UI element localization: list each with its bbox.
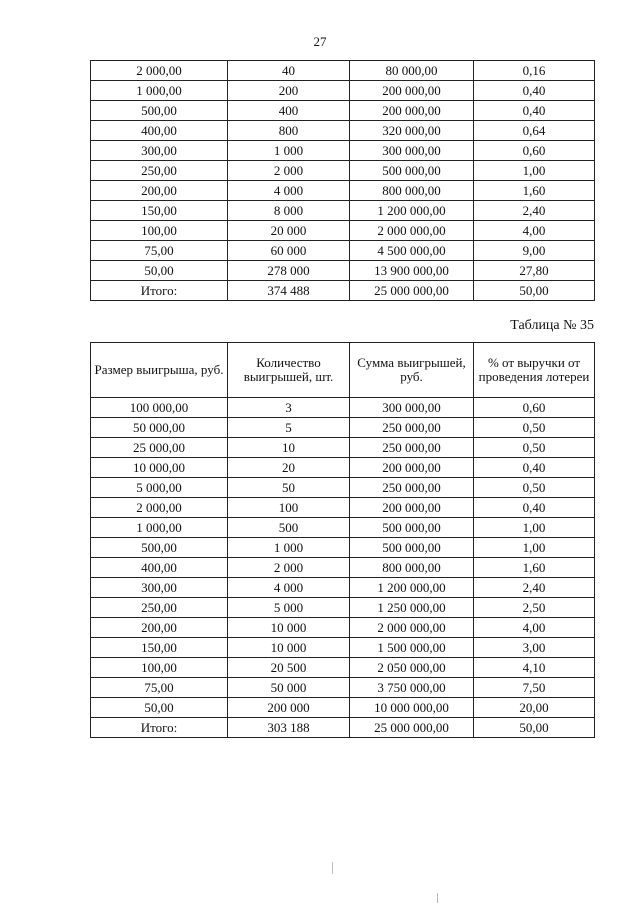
cell-prize-size: 400,00 — [91, 121, 228, 141]
cell-revenue-percent: 20,00 — [474, 698, 595, 718]
scan-mark — [332, 862, 333, 874]
cell-prize-size: Итого: — [91, 281, 228, 301]
cell-prize-count: 60 000 — [228, 241, 350, 261]
cell-prize-count: 2 000 — [228, 558, 350, 578]
cell-prize-size: 50 000,00 — [91, 418, 228, 438]
cell-prize-size: 75,00 — [91, 678, 228, 698]
cell-prize-sum: 25 000 000,00 — [350, 281, 474, 301]
cell-revenue-percent: 1,60 — [474, 558, 595, 578]
cell-revenue-percent: 0,50 — [474, 438, 595, 458]
header-prize-count: Количество выигрышей, шт. — [228, 343, 350, 398]
cell-prize-count: 20 500 — [228, 658, 350, 678]
cell-prize-count: 20 000 — [228, 221, 350, 241]
cell-prize-sum: 320 000,00 — [350, 121, 474, 141]
cell-prize-sum: 500 000,00 — [350, 161, 474, 181]
cell-prize-sum: 3 750 000,00 — [350, 678, 474, 698]
cell-prize-sum: 10 000 000,00 — [350, 698, 474, 718]
table-row — [91, 498, 595, 518]
cell-prize-sum: 200 000,00 — [350, 81, 474, 101]
table-row — [91, 221, 595, 241]
table-row — [91, 418, 595, 438]
cell-prize-size: 100,00 — [91, 221, 228, 241]
total-row — [91, 718, 595, 738]
cell-revenue-percent: 9,00 — [474, 241, 595, 261]
cell-prize-sum: 250 000,00 — [350, 418, 474, 438]
table-body — [91, 61, 595, 301]
table-row — [91, 241, 595, 261]
cell-prize-size: 300,00 — [91, 141, 228, 161]
cell-prize-count: 374 488 — [228, 281, 350, 301]
cell-revenue-percent: 0,16 — [474, 61, 595, 81]
page-number: 27 — [313, 34, 327, 49]
table-row — [91, 538, 595, 558]
cell-revenue-percent: 2,50 — [474, 598, 595, 618]
cell-revenue-percent: 0,64 — [474, 121, 595, 141]
cell-prize-count: 4 000 — [228, 181, 350, 201]
cell-prize-count: 100 — [228, 498, 350, 518]
cell-prize-sum: 4 500 000,00 — [350, 241, 474, 261]
table-body — [91, 398, 595, 738]
cell-prize-count: 1 000 — [228, 141, 350, 161]
cell-prize-size: 10 000,00 — [91, 458, 228, 478]
cell-prize-count: 40 — [228, 61, 350, 81]
table-row — [91, 121, 595, 141]
cell-prize-sum: 1 250 000,00 — [350, 598, 474, 618]
cell-revenue-percent: 0,40 — [474, 458, 595, 478]
table-caption: Таблица № 35 — [510, 318, 594, 333]
table-row — [91, 261, 595, 281]
cell-prize-count: 50 — [228, 478, 350, 498]
cell-prize-size: 300,00 — [91, 578, 228, 598]
cell-revenue-percent: 4,00 — [474, 618, 595, 638]
cell-revenue-percent: 1,00 — [474, 538, 595, 558]
scan-mark — [437, 893, 438, 903]
cell-prize-size: Итого: — [91, 718, 228, 738]
cell-prize-count: 8 000 — [228, 201, 350, 221]
cell-prize-count: 3 — [228, 398, 350, 418]
table-row — [91, 578, 595, 598]
cell-prize-size: 1 000,00 — [91, 518, 228, 538]
cell-prize-size: 2 000,00 — [91, 498, 228, 518]
cell-prize-count: 800 — [228, 121, 350, 141]
cell-prize-sum: 800 000,00 — [350, 558, 474, 578]
cell-revenue-percent: 4,10 — [474, 658, 595, 678]
cell-prize-count: 20 — [228, 458, 350, 478]
cell-prize-sum: 800 000,00 — [350, 181, 474, 201]
cell-prize-sum: 500 000,00 — [350, 538, 474, 558]
cell-revenue-percent: 3,00 — [474, 638, 595, 658]
cell-prize-count: 1 000 — [228, 538, 350, 558]
cell-revenue-percent: 0,60 — [474, 398, 595, 418]
cell-prize-sum: 25 000 000,00 — [350, 718, 474, 738]
cell-prize-count: 10 000 — [228, 638, 350, 658]
cell-prize-size: 2 000,00 — [91, 61, 228, 81]
cell-prize-sum: 250 000,00 — [350, 478, 474, 498]
table-row — [91, 141, 595, 161]
table-row — [91, 598, 595, 618]
cell-revenue-percent: 1,60 — [474, 181, 595, 201]
cell-prize-size: 500,00 — [91, 101, 228, 121]
table-row — [91, 558, 595, 578]
cell-prize-size: 1 000,00 — [91, 81, 228, 101]
cell-prize-size: 5 000,00 — [91, 478, 228, 498]
cell-revenue-percent: 7,50 — [474, 678, 595, 698]
cell-prize-size: 50,00 — [91, 698, 228, 718]
prize-table-continued — [90, 60, 595, 301]
cell-prize-sum: 250 000,00 — [350, 438, 474, 458]
cell-prize-size: 500,00 — [91, 538, 228, 558]
cell-revenue-percent: 4,00 — [474, 221, 595, 241]
table-row — [91, 201, 595, 221]
table-row — [91, 638, 595, 658]
table-row — [91, 161, 595, 181]
cell-prize-size: 200,00 — [91, 618, 228, 638]
cell-revenue-percent: 0,40 — [474, 101, 595, 121]
table-row — [91, 678, 595, 698]
cell-prize-sum: 1 500 000,00 — [350, 638, 474, 658]
table-row — [91, 181, 595, 201]
cell-prize-count: 200 000 — [228, 698, 350, 718]
total-row — [91, 281, 595, 301]
table-row — [91, 698, 595, 718]
cell-prize-count: 50 000 — [228, 678, 350, 698]
cell-prize-sum: 300 000,00 — [350, 141, 474, 161]
cell-revenue-percent: 0,40 — [474, 498, 595, 518]
cell-prize-sum: 13 900 000,00 — [350, 261, 474, 281]
cell-prize-size: 50,00 — [91, 261, 228, 281]
cell-prize-count: 500 — [228, 518, 350, 538]
cell-prize-sum: 80 000,00 — [350, 61, 474, 81]
cell-revenue-percent: 2,40 — [474, 578, 595, 598]
cell-prize-size: 250,00 — [91, 161, 228, 181]
header-row — [91, 343, 595, 398]
cell-prize-size: 150,00 — [91, 638, 228, 658]
cell-prize-size: 400,00 — [91, 558, 228, 578]
cell-prize-count: 10 — [228, 438, 350, 458]
cell-prize-count: 5 000 — [228, 598, 350, 618]
cell-prize-sum: 500 000,00 — [350, 518, 474, 538]
table-row — [91, 518, 595, 538]
cell-prize-size: 25 000,00 — [91, 438, 228, 458]
cell-revenue-percent: 0,40 — [474, 81, 595, 101]
table-row — [91, 101, 595, 121]
cell-prize-count: 4 000 — [228, 578, 350, 598]
cell-revenue-percent: 2,40 — [474, 201, 595, 221]
cell-prize-sum: 200 000,00 — [350, 458, 474, 478]
table-row — [91, 458, 595, 478]
table-header — [91, 343, 595, 398]
cell-prize-size: 100 000,00 — [91, 398, 228, 418]
cell-prize-size: 200,00 — [91, 181, 228, 201]
table-row — [91, 618, 595, 638]
cell-prize-sum: 200 000,00 — [350, 498, 474, 518]
prize-table-35 — [90, 342, 595, 738]
cell-prize-count: 5 — [228, 418, 350, 438]
header-prize-sum: Сумма выигрышей, руб. — [350, 343, 474, 398]
cell-revenue-percent: 1,00 — [474, 161, 595, 181]
cell-prize-sum: 2 000 000,00 — [350, 221, 474, 241]
cell-revenue-percent: 50,00 — [474, 718, 595, 738]
cell-prize-sum: 200 000,00 — [350, 101, 474, 121]
cell-revenue-percent: 0,50 — [474, 478, 595, 498]
cell-prize-count: 303 188 — [228, 718, 350, 738]
cell-revenue-percent: 50,00 — [474, 281, 595, 301]
cell-prize-sum: 1 200 000,00 — [350, 578, 474, 598]
cell-prize-size: 100,00 — [91, 658, 228, 678]
cell-prize-sum: 2 050 000,00 — [350, 658, 474, 678]
table-row — [91, 438, 595, 458]
table-row — [91, 398, 595, 418]
cell-revenue-percent: 0,50 — [474, 418, 595, 438]
cell-prize-sum: 1 200 000,00 — [350, 201, 474, 221]
cell-prize-size: 150,00 — [91, 201, 228, 221]
header-prize-size: Размер выигрыша, руб. — [91, 343, 228, 398]
table-row — [91, 478, 595, 498]
cell-prize-count: 2 000 — [228, 161, 350, 181]
cell-revenue-percent: 27,80 — [474, 261, 595, 281]
cell-revenue-percent: 0,60 — [474, 141, 595, 161]
cell-revenue-percent: 1,00 — [474, 518, 595, 538]
cell-prize-count: 278 000 — [228, 261, 350, 281]
table-row — [91, 81, 595, 101]
cell-prize-count: 10 000 — [228, 618, 350, 638]
cell-prize-count: 200 — [228, 81, 350, 101]
cell-prize-count: 400 — [228, 101, 350, 121]
cell-prize-size: 75,00 — [91, 241, 228, 261]
table-row — [91, 61, 595, 81]
cell-prize-sum: 2 000 000,00 — [350, 618, 474, 638]
header-revenue-percent: % от выручки от проведения лотереи — [474, 343, 595, 398]
cell-prize-size: 250,00 — [91, 598, 228, 618]
table-row — [91, 658, 595, 678]
cell-prize-sum: 300 000,00 — [350, 398, 474, 418]
